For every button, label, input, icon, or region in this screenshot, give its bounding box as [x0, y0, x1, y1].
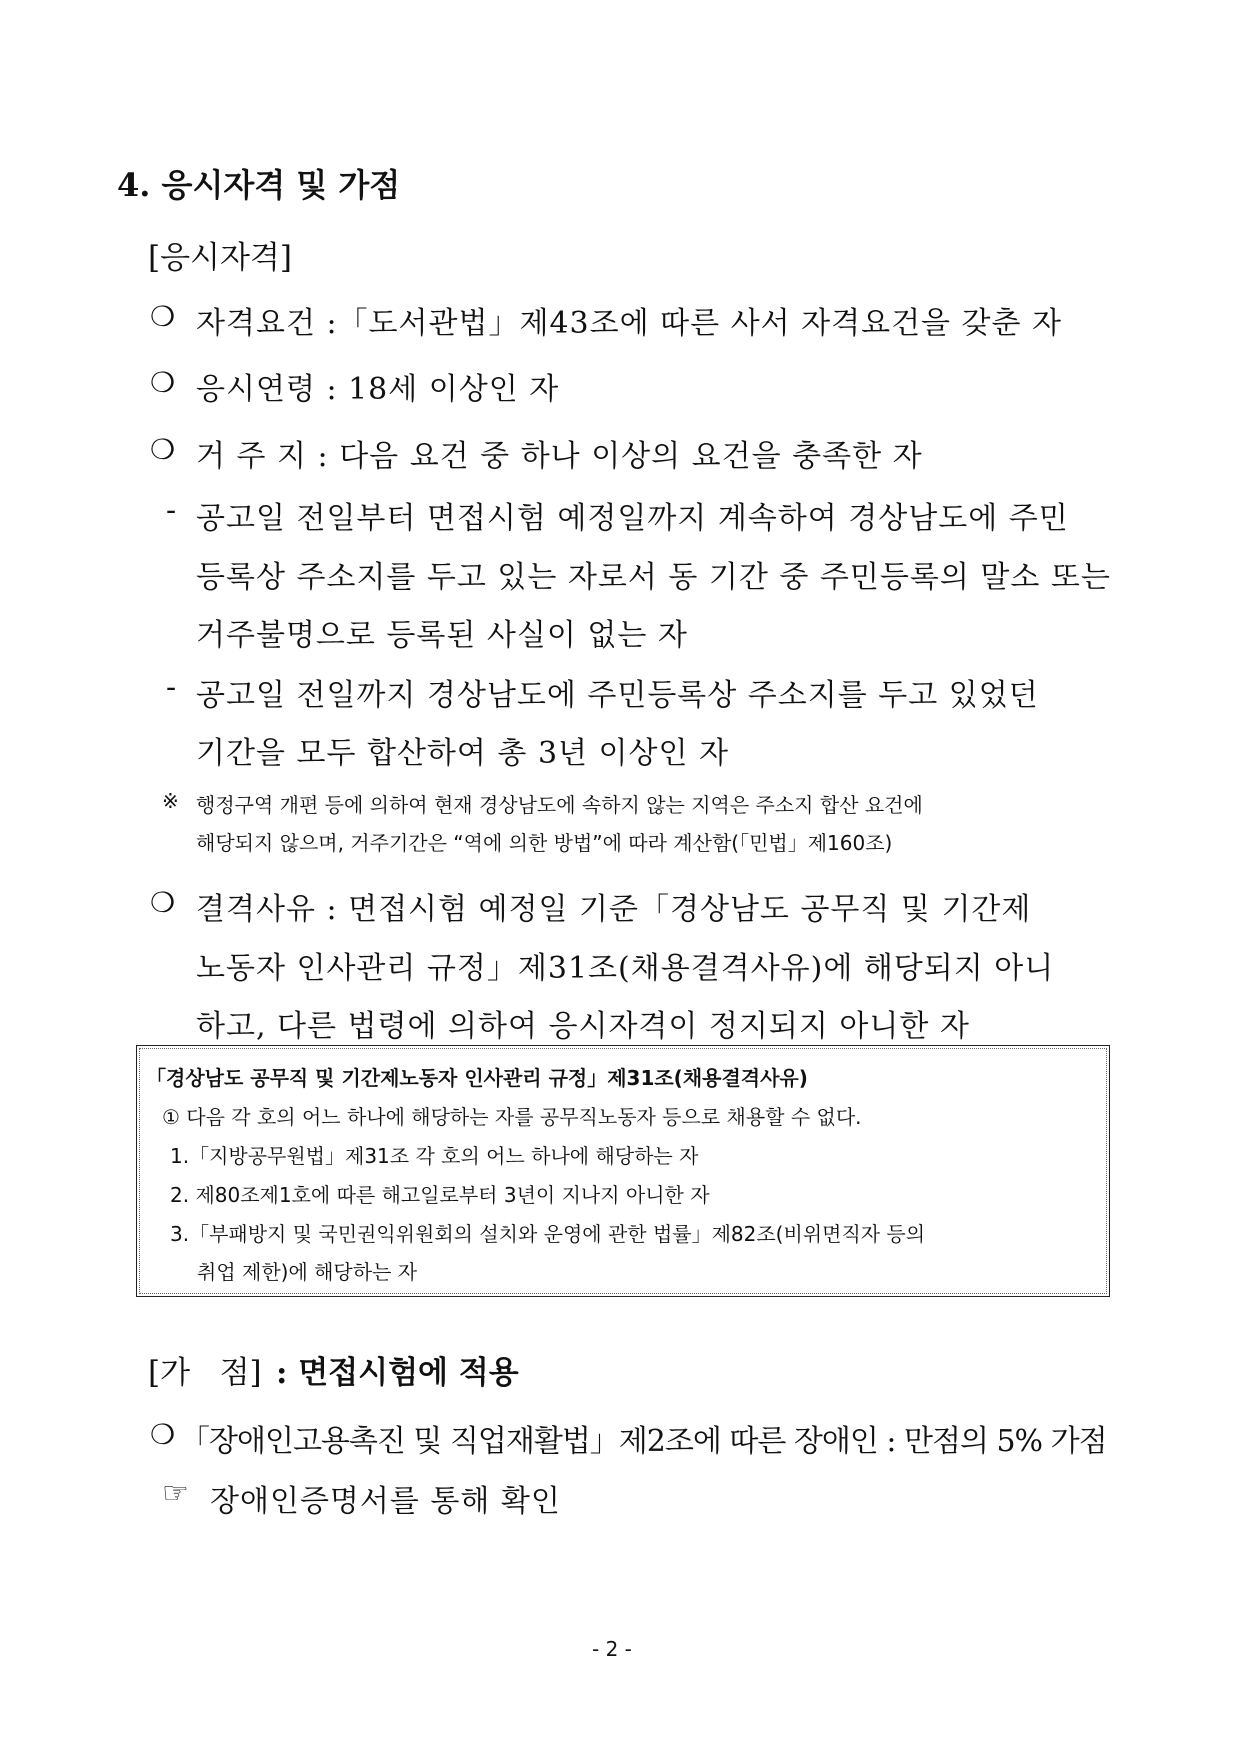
- disqualification-line-1: 결격사유 : 면접시험 예정일 기준「경상남도 공무직 및 기간제: [196, 892, 1032, 927]
- bonus-title-bracket: [가 점]: [148, 1355, 262, 1391]
- circle-bullet-icon: ❍: [150, 886, 176, 919]
- reference-mark-icon: ※: [162, 789, 179, 813]
- residence-condition-1-line-3: 거주불명으로 등록된 사실이 없는 자: [196, 618, 688, 653]
- residence-note-line-2: 해당되지 않으며, 거주기간은 “역에 의한 방법”에 따라 계산함(「민법」제160조): [196, 831, 893, 855]
- circle-bullet-icon: ❍: [150, 433, 176, 466]
- residence-condition-1-line-1: 공고일 전일부터 면접시험 예정일까지 계속하여 경상남도에 주민: [196, 501, 1069, 536]
- regulation-box-clause: ① 다음 각 호의 어느 하나에 해당하는 자를 공무직노동자 등으로 채용할 수 없다.: [162, 1105, 862, 1129]
- disqualification-line-2: 노동자 인사관리 규정」제31조(채용결격사유)에 해당되지 아니: [196, 951, 1055, 986]
- disqualification-line-3: 하고, 다른 법령에 의하여 응시자격이 정지되지 아니한 자: [196, 1009, 970, 1044]
- dash-bullet-icon: -: [166, 670, 178, 705]
- regulation-box-item: 1.「지방공무원법」제31조 각 호의 어느 하나에 해당하는 자: [170, 1144, 699, 1168]
- bonus-disability-item: 「장애인고용촉진 및 직업재활법」제2조에 따른 장애인 : 만점의 5% 가점: [180, 1424, 1107, 1459]
- regulation-box-item: 3.「부패방지 및 국민권익위원회의 설치와 운영에 관한 법률」제82조(비위면직자 등의: [170, 1222, 926, 1246]
- pointing-hand-icon: ☞: [162, 1476, 190, 1511]
- circle-bullet-icon: ❍: [150, 1418, 176, 1451]
- dash-bullet-icon: -: [166, 493, 178, 528]
- section-heading: 4. 응시자격 및 가점: [117, 166, 401, 204]
- qualification-requirement: 자격요건 :「도서관법」제43조에 따른 사서 자격요건을 갖춘 자: [196, 306, 1063, 341]
- bonus-confirmation: 장애인증명서를 통해 확인: [210, 1484, 561, 1519]
- regulation-box-item: 2. 제80조제1호에 따른 해고일로부터 3년이 지나지 아니한 자: [170, 1183, 710, 1207]
- bonus-title-rest: : 면접시험에 적용: [276, 1355, 519, 1391]
- residence-note-line-1: 행정구역 개편 등에 의하여 현재 경상남도에 속하지 않는 지역은 주소지 합산 요건에: [196, 793, 923, 817]
- page-number: - 2 -: [592, 1637, 632, 1661]
- regulation-box-item-continued: 취업 제한)에 해당하는 자: [197, 1260, 418, 1284]
- qualification-age: 응시연령 : 18세 이상인 자: [196, 372, 560, 407]
- residence-condition-2-line-2: 기간을 모두 합산하여 총 3년 이상인 자: [196, 736, 730, 771]
- circle-bullet-icon: ❍: [150, 300, 176, 333]
- qualification-title: [응시자격]: [148, 240, 292, 276]
- qualification-residence: 거 주 지 : 다음 요건 중 하나 이상의 요건을 충족한 자: [196, 439, 923, 474]
- residence-condition-2-line-1: 공고일 전일까지 경상남도에 주민등록상 주소지를 두고 있었던: [196, 678, 1039, 713]
- residence-condition-1-line-2: 등록상 주소지를 두고 있는 자로서 동 기간 중 주민등록의 말소 또는: [196, 560, 1111, 595]
- regulation-box-title: 「경상남도 공무직 및 기간제노동자 인사관리 규정」제31조(채용결격사유): [146, 1066, 808, 1090]
- circle-bullet-icon: ❍: [150, 366, 176, 399]
